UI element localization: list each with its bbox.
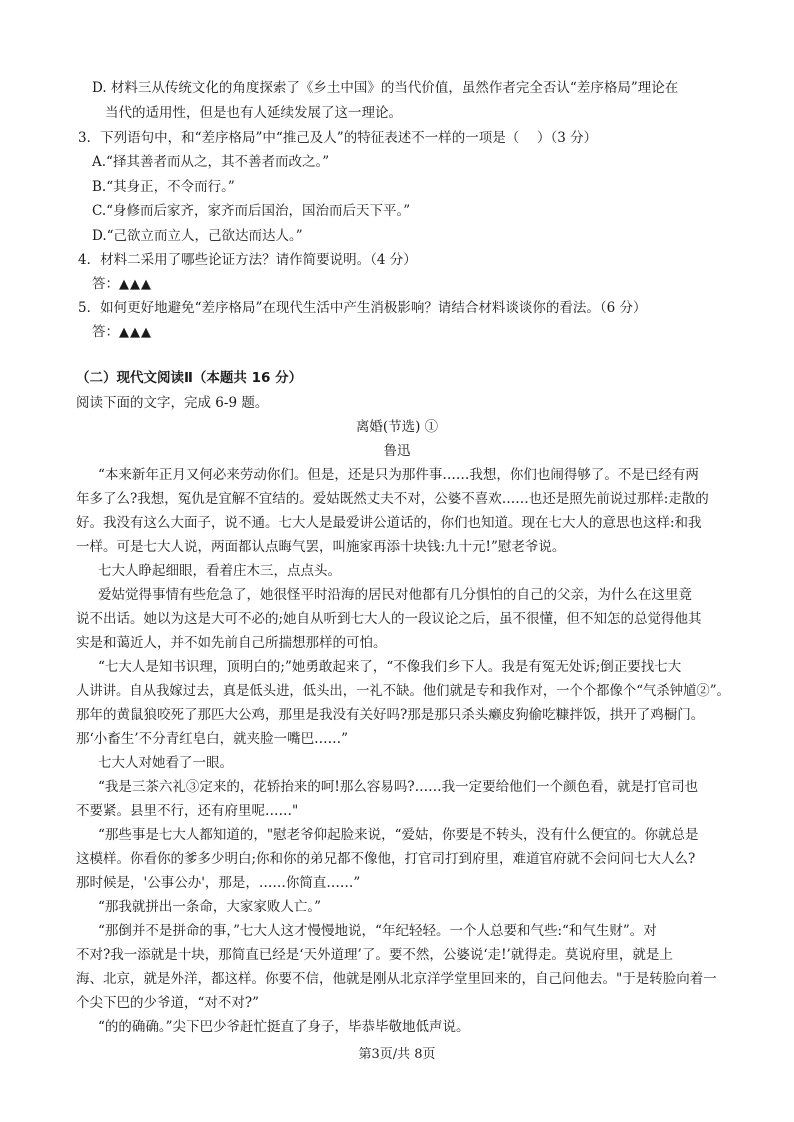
passage-line: “那我就拼出一条命，大家家败人亡。”	[98, 899, 322, 915]
q4-answer	[92, 275, 152, 294]
passage-line: 不要紧。县里不行，还有府里呢……"	[76, 803, 299, 819]
answer-label: 答：	[92, 276, 119, 292]
answer-placeholder-marks: ▲▲▲	[119, 325, 152, 340]
passage-line: 说不出话。她以为这是大可不必的;她自从听到七大人的一段议论之后，虽不很懂，但不知怎的总觉得他其	[76, 611, 702, 627]
passage-line: 那‘小畜生’不分青红皂白，就夹脸一嘴巴……”	[76, 731, 348, 747]
passage-line: 那年的黄鼠狼咬死了那匹大公鸡，那里是我没有关好吗?那是那只杀头癞皮狗偷吃糠拌饭，拱开了鸡橱门。	[76, 707, 705, 723]
passage-line: 好。我没有这么大面子，说不通。七大人是最爱讲公道话的，你们也知道。现在七大人的意思也这样:和我	[76, 515, 702, 531]
passage-line: “的的确确。”尖下巴少爷赶忙挺直了身子，毕恭毕敬地低声说。	[98, 1019, 470, 1035]
passage-line: “本来新年正月又何必来劳动你们。但是，还是只为那件事……我想，你们也闹得够了。不是已经有两	[98, 467, 699, 483]
passage-author: 鲁迅	[383, 443, 411, 459]
q3-option-c: C.“身修而后家齐，家齐而后国治，国治而后天下平。”	[92, 203, 411, 219]
passage-line: 一样。可是七大人说，两面都认点晦气罢，叫施家再添十块钱:九十元!”慰老爷说。	[76, 539, 566, 555]
passage-line: “那倒并不是拼命的事，”七大人这才慢慢地说，“年纪轻轻。一个人总要和气些:“和气生财”。对	[98, 923, 657, 939]
q4-stem: 4．材料二采用了哪些论证方法？请作简要说明。（4 分）	[78, 252, 417, 268]
q5-answer	[92, 323, 152, 342]
page-number-footer: 第3页/共 8页	[358, 1047, 436, 1062]
passage-line: 人讲讲。自从我嫁过去，真是低头进，低头出，一礼不缺。他们就是专和我作对，一个个都像个“气杀钟馗②”。	[76, 683, 730, 699]
q3-stem: 3．下列语句中，和“差序格局”中“推己及人”的特征表述不一样的一项是（ ）（3 分）	[78, 130, 598, 146]
answer-label: 答：	[92, 324, 119, 340]
passage-title: 离婚(节选) ①	[355, 419, 439, 435]
passage-line: 那时候是，'公事公办'，那是，……你简直……”	[76, 875, 361, 891]
q3-option-b: B.“其身正，不令而行。”	[92, 179, 235, 195]
q5-stem: 5．如何更好地避免“差序格局”在现代生活中产生消极影响？请结合材料谈谈你的看法。（6 分）	[78, 300, 647, 316]
q3-option-a: A.“择其善者而从之，其不善者而改之。”	[92, 154, 330, 170]
passage-line: 这模样。你看你的爹多少明白;你和你的弟兄都不像他，打官司打到府里，难道官府就不会问问七大人么?	[76, 851, 696, 867]
passage-line: 个尖下巴的少爷道，“对不对?”	[76, 995, 260, 1011]
passage-line: “我是三茶六礼③定来的，花轿抬来的呵!那么容易吗?……我一定要给他们一个颜色看，就是打官司也	[98, 779, 699, 795]
answer-placeholder-marks: ▲▲▲	[119, 277, 152, 292]
q2-option-d-line2: 当代的适用性，但是也有人延续发展了这一理论。	[105, 105, 402, 121]
passage-line: 年多了么?我想，冤仇是宜解不宜结的。爱姑既然丈夫不对，公婆不喜欢……也还是照先前说过那样:走散的	[76, 491, 709, 507]
q3-option-d: D.“己欲立而立人，己欲达而达人。”	[92, 228, 303, 244]
passage-line: “七大人是知书识理，顶明白的;”她勇敢起来了，“不像我们乡下人。我是有冤无处诉;倒正要找七大	[98, 659, 682, 675]
passage-line: 海、北京，就是外洋，都这样。你要不信，他就是刚从北京洋学堂里回来的，自己问他去。"于是转脸向着一	[76, 971, 717, 987]
q2-option-d-line1: D. 材料三从传统文化的角度探索了《乡土中国》的当代价值，虽然作者完全否认“差序格局”理论在	[92, 80, 679, 96]
passage-line: 实是和蔼近人，并不如先前自己所揣想那样的可怕。	[76, 635, 387, 651]
passage-line: 七大人睁起细眼，看着庄木三，点点头。	[98, 563, 341, 579]
passage-line: 不对?我一添就是十块，那简直已经是‘天外道理’了。要不然，公婆说‘走!’就得走。莫说府里，就是上	[76, 947, 673, 963]
section-instruction: 阅读下面的文字，完成 6-9 题。	[76, 395, 269, 411]
section-heading: （二）现代文阅读Ⅱ（本题共 16 分）	[76, 370, 303, 386]
passage-line: “那些事是七大人都知道的，"慰老爷仰起脸来说，“爱姑，你要是不转头，没有什么便宜的。你就总是	[98, 827, 699, 843]
passage-line: 爱姑觉得事情有些危急了，她很怪平时沿海的居民对他都有几分惧怕的自己的父亲，为什么在这里竟	[98, 587, 692, 603]
passage-line: 七大人对她看了一眼。	[98, 755, 233, 771]
